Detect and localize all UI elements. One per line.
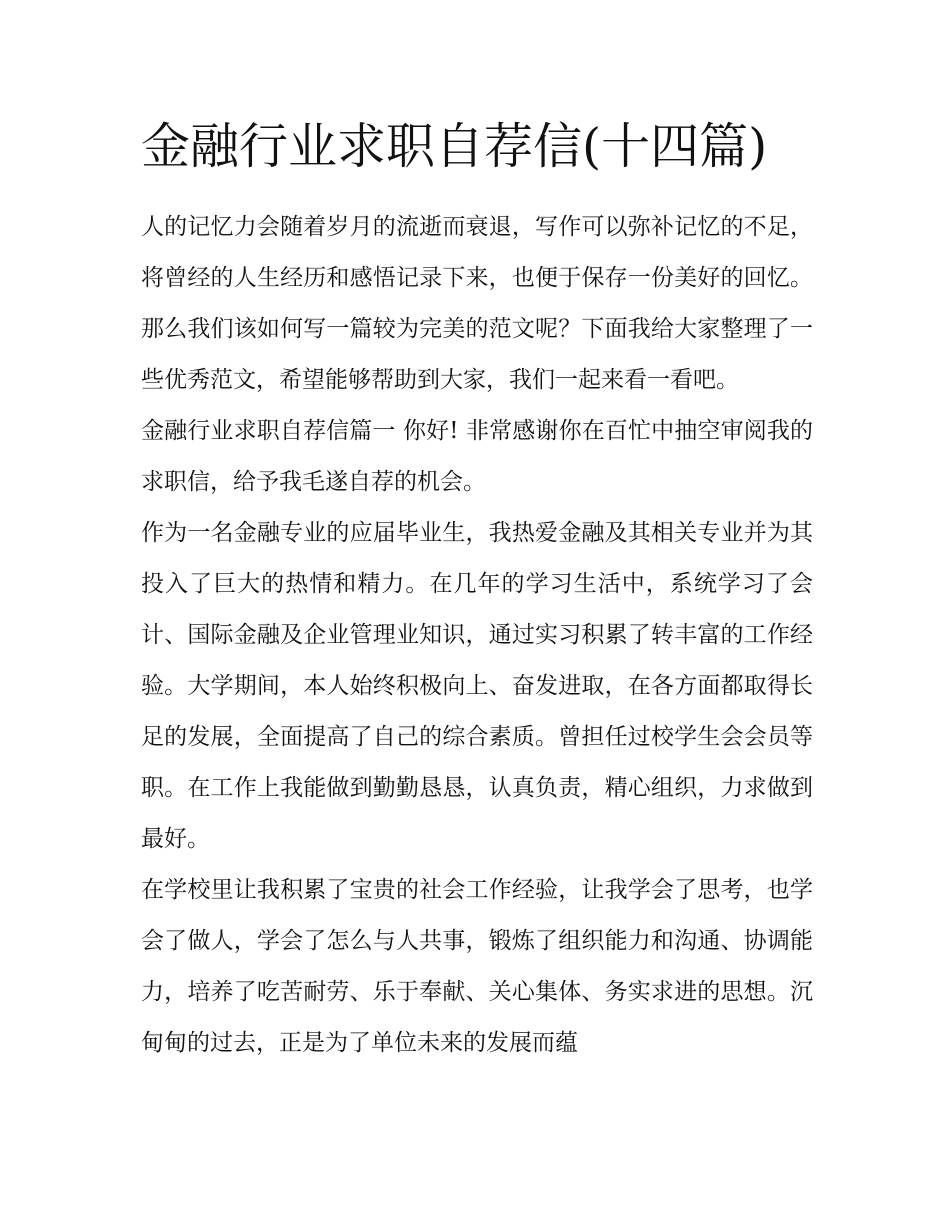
- paragraph-education-experience: 作为一名金融专业的应届毕业生，我热爱金融及其相关专业并为其投入了巨大的热情和精力。在几年的学习生活中，系统学习了会计、国际金融及企业管理业知识，通过实习积累了转丰富的工作经验。大学期间，本人始终积极向上、奋发进取，在各方面都取得长足的发展，全面提高了自己的综合素质。曾担任过校学生会会员等职。在工作上我能做到勤勤恳恳，认真负责，精心组织，力求做到最好。: [141, 520, 813, 852]
- paragraph-school-experience: 在学校里让我积累了宝贵的社会工作经验，让我学会了思考，也学会了做人，学会了怎么与人共事，锻炼了组织能力和沟通、协调能力，培养了吃苦耐劳、乐于奉献、关心集体、务实求进的思想。沉甸甸的过去，正是为了单位未来的发展而蕴: [141, 877, 813, 1056]
- document-content: [141, 112, 813, 1069]
- document-title: 金融行业求职自荐信(十四篇): [141, 118, 768, 175]
- paragraph-letter-opening: 金融行业求职自荐信篇一 你好! 非常感谢你在百忙中抽空审阅我的求职信，给予我毛遂自荐的机会。: [141, 418, 813, 495]
- document-body: [141, 202, 813, 1069]
- paragraph-intro: 人的记忆力会随着岁月的流逝而衰退，写作可以弥补记忆的不足，将曾经的人生经历和感悟记录下来，也便于保存一份美好的回忆。那么我们该如何写一篇较为完美的范文呢？下面我给大家整理了一些优秀范文，希望能够帮助到大家，我们一起来看一看吧。: [141, 214, 813, 393]
